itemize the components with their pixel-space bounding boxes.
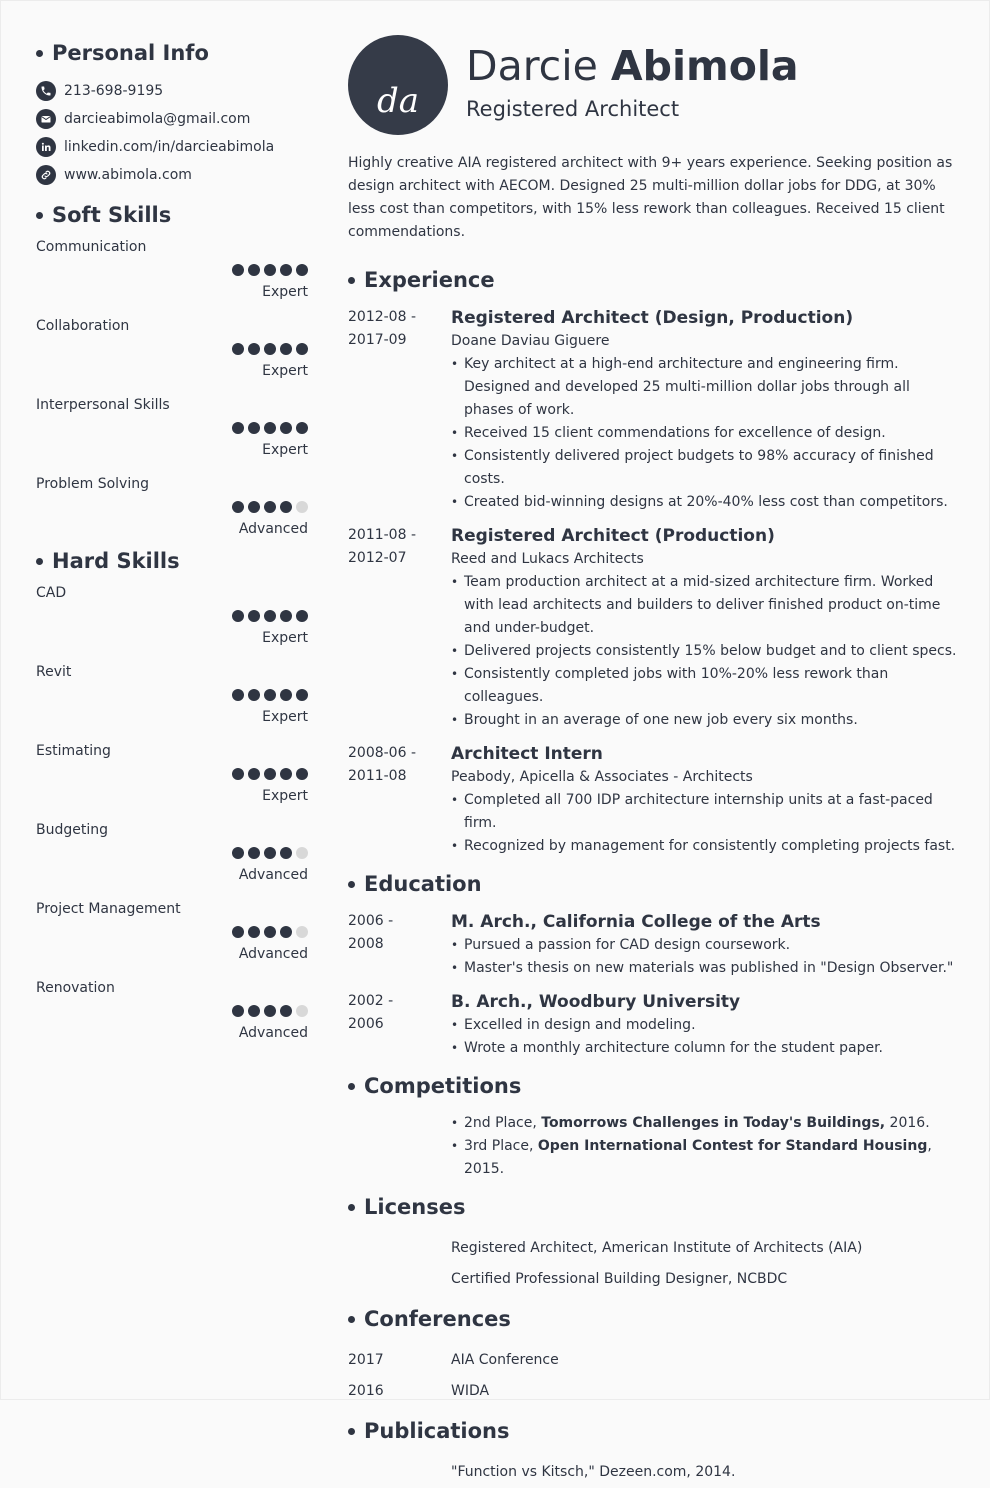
rating-dot <box>248 1005 260 1017</box>
rating-dot <box>280 422 292 434</box>
conference-name: WIDA <box>451 1383 490 1399</box>
rating-dot <box>264 610 276 622</box>
competition-name: Tomorrows Challenges in Today's Buildings, <box>541 1115 886 1131</box>
education-section <box>348 870 958 1060</box>
bullet-dot <box>36 212 43 219</box>
licenses-section <box>348 1193 958 1295</box>
contact-linkedin <box>36 133 308 161</box>
conference-row <box>348 1376 958 1407</box>
bullet-dot <box>348 1316 355 1323</box>
hard-skills-heading <box>36 547 308 575</box>
rating-dot <box>296 610 308 622</box>
entry-body <box>451 524 958 732</box>
skill-item <box>36 229 308 308</box>
entry-title: M. Arch., California College of the Arts <box>451 912 821 932</box>
rating-dot <box>280 847 292 859</box>
contact-phone <box>36 77 308 105</box>
linkedin-link[interactable]: linkedin.com/in/darcieabimola <box>64 139 275 155</box>
skill-item <box>36 654 308 733</box>
last-name: Abimola <box>610 42 799 90</box>
contact-website <box>36 161 308 189</box>
publications-heading <box>348 1417 958 1445</box>
publication-row <box>348 1457 958 1488</box>
skill-item <box>36 466 308 545</box>
competition-name: Open International Contest for Standard Housing <box>537 1138 928 1154</box>
date-start: 2002 - <box>348 993 394 1009</box>
conference-row <box>348 1345 958 1376</box>
soft-skills-list <box>36 229 308 545</box>
skill-name: Project Management <box>36 901 181 917</box>
bullet-item: • Pursued a passion for CAD design coursework. <box>451 934 958 957</box>
date-range <box>348 524 451 732</box>
bullet-list <box>451 1014 958 1060</box>
right-column <box>348 35 958 1488</box>
bullet-item: • Brought in an average of one new job every six months. <box>451 709 958 732</box>
license-name: Certified Professional Building Designer, NCBDC <box>451 1271 788 1287</box>
rating-dot <box>232 422 244 434</box>
rating-dot <box>280 1005 292 1017</box>
skill-name: Problem Solving <box>36 476 149 492</box>
entry-body <box>451 990 958 1060</box>
entry-body <box>451 910 958 980</box>
bullet-dot <box>36 558 43 565</box>
bullet-list <box>451 789 958 858</box>
skill-rating <box>232 926 308 938</box>
skill-level: Expert <box>262 442 308 458</box>
skill-rating <box>232 264 308 276</box>
empty-date <box>348 1264 451 1295</box>
rating-dot <box>248 264 260 276</box>
rating-dot <box>248 610 260 622</box>
rating-dot <box>296 926 308 938</box>
bullet-item: • Excelled in design and modeling. <box>451 1014 958 1037</box>
rating-dot <box>248 422 260 434</box>
rating-dot <box>232 1005 244 1017</box>
competition-year: , 2015. <box>464 1138 932 1177</box>
licenses-heading <box>348 1193 958 1221</box>
bullet-item: • Completed all 700 IDP architecture internship units at a fast-paced firm. <box>451 789 958 835</box>
rating-dot <box>232 768 244 780</box>
rating-dot <box>232 343 244 355</box>
link-icon <box>36 165 56 185</box>
date-range <box>348 306 451 514</box>
skill-name: CAD <box>36 585 67 601</box>
skill-level: Expert <box>262 284 308 300</box>
date-start: 2011-08 - <box>348 527 416 543</box>
skill-rating <box>232 847 308 859</box>
rating-dot <box>264 1005 276 1017</box>
rating-dot <box>232 926 244 938</box>
skill-rating <box>232 501 308 513</box>
education-entry <box>348 910 958 980</box>
rating-dot <box>232 610 244 622</box>
rating-dot <box>248 501 260 513</box>
date-end: 2008 <box>348 936 384 952</box>
skill-item <box>36 970 308 1049</box>
experience-heading <box>348 266 958 294</box>
entry-title: Registered Architect (Design, Production) <box>451 308 854 328</box>
publications-list <box>348 1457 958 1488</box>
rating-dot <box>280 610 292 622</box>
date-range <box>348 990 451 1060</box>
experience-section <box>348 266 958 858</box>
skill-name: Collaboration <box>36 318 130 334</box>
skill-level: Expert <box>262 630 308 646</box>
publication-text: "Function vs Kitsch," Dezeen.com, 2014. <box>451 1464 736 1480</box>
skill-level: Expert <box>262 363 308 379</box>
date-range <box>348 742 451 858</box>
entry-body <box>451 306 958 514</box>
rating-dot <box>280 501 292 513</box>
license-row <box>348 1264 958 1295</box>
skill-rating <box>232 768 308 780</box>
entry-organization: Reed and Lukacs Architects <box>451 551 644 567</box>
skill-item <box>36 575 308 654</box>
hard-skills-section <box>36 547 308 1049</box>
skill-level: Advanced <box>238 521 308 537</box>
entry-organization: Doane Daviau Giguere <box>451 333 610 349</box>
rating-dot <box>232 689 244 701</box>
education-heading <box>348 870 958 898</box>
competition-place: 2nd Place, <box>464 1115 542 1131</box>
skill-level: Expert <box>262 788 308 804</box>
section-title: Publications <box>364 1419 510 1443</box>
skill-rating <box>232 610 308 622</box>
date-end: 2012-07 <box>348 550 407 566</box>
section-title: Personal Info <box>52 41 209 65</box>
publications-section <box>348 1417 958 1488</box>
rating-dot <box>280 343 292 355</box>
section-title: Licenses <box>364 1195 466 1219</box>
entry-title: Architect Intern <box>451 744 603 764</box>
skill-item <box>36 387 308 466</box>
skill-item <box>36 308 308 387</box>
candidate-name <box>466 41 799 91</box>
competitions-section <box>348 1072 958 1181</box>
conference-year: 2016 <box>348 1383 384 1399</box>
skill-level: Advanced <box>238 867 308 883</box>
competition-place: 3rd Place, <box>464 1138 538 1154</box>
left-column <box>36 39 308 1049</box>
license-row <box>348 1233 958 1264</box>
rating-dot <box>232 501 244 513</box>
competitions-heading <box>348 1072 958 1100</box>
phone-icon <box>36 81 56 101</box>
conferences-heading <box>348 1305 958 1333</box>
competition-year: 2016. <box>885 1115 930 1131</box>
empty-date <box>348 1233 451 1264</box>
date-end: 2017-09 <box>348 332 407 348</box>
rating-dot <box>296 343 308 355</box>
rating-dot <box>248 847 260 859</box>
website-link[interactable]: www.abimola.com <box>64 167 192 183</box>
rating-dot <box>296 422 308 434</box>
skill-item <box>36 812 308 891</box>
bullet-list <box>451 353 958 514</box>
rating-dot <box>248 768 260 780</box>
rating-dot <box>248 343 260 355</box>
contact-email <box>36 105 308 133</box>
education-list <box>348 910 958 1060</box>
skill-name: Interpersonal Skills <box>36 397 170 413</box>
bullet-item: • Consistently delivered project budgets to 98% accuracy of finished costs. <box>451 445 958 491</box>
job-title: Registered Architect <box>466 97 680 121</box>
competition-item <box>451 1135 958 1181</box>
rating-dot <box>280 768 292 780</box>
section-title: Experience <box>364 268 495 292</box>
bullet-item: • Received 15 client commendations for excellence of design. <box>451 422 958 445</box>
soft-skills-heading <box>36 201 308 229</box>
bullet-item: • Team production architect at a mid-sized architecture firm. Worked with lead architects and builders to deliver finished product on-time and under-budget. <box>451 571 958 640</box>
date-end: 2006 <box>348 1016 384 1032</box>
conference-year: 2017 <box>348 1352 384 1368</box>
envelope-icon <box>36 109 56 129</box>
bullet-item: • Master's thesis on new materials was published in "Design Observer." <box>451 957 958 980</box>
bullet-item: • Consistently completed jobs with 10%-20% less rework than colleagues. <box>451 663 958 709</box>
bullet-item: • Key architect at a high-end architecture and engineering firm. Designed and developed 25 multi-million dollar jobs through all phases of work. <box>451 353 958 422</box>
skill-rating <box>232 1005 308 1017</box>
bullet-item: • Recognized by management for consistently completing projects fast. <box>451 835 958 858</box>
contact-list <box>36 77 308 189</box>
rating-dot <box>264 847 276 859</box>
bullet-dot <box>348 1083 355 1090</box>
entry-title: B. Arch., Woodbury University <box>451 992 741 1012</box>
entry-organization: Peabody, Apicella & Associates - Architects <box>451 769 753 785</box>
bullet-dot <box>348 1428 355 1435</box>
empty-date <box>348 1112 451 1181</box>
section-title: Soft Skills <box>52 203 172 227</box>
rating-dot <box>264 422 276 434</box>
experience-entry <box>348 306 958 514</box>
section-title: Education <box>364 872 482 896</box>
competitions-entry <box>348 1112 958 1181</box>
experience-list <box>348 306 958 858</box>
competitions-list <box>451 1112 958 1181</box>
conferences-list <box>348 1345 958 1407</box>
date-range <box>348 910 451 980</box>
rating-dot <box>296 847 308 859</box>
rating-dot <box>232 264 244 276</box>
bullet-list <box>451 571 958 732</box>
date-start: 2012-08 - <box>348 309 416 325</box>
conferences-section <box>348 1305 958 1407</box>
rating-dot <box>280 689 292 701</box>
personal-info-heading <box>36 39 308 67</box>
entry-title: Registered Architect (Production) <box>451 526 775 546</box>
bullet-dot <box>36 50 43 57</box>
first-name: Darcie <box>466 42 598 90</box>
empty-date <box>348 1457 451 1488</box>
skill-rating <box>232 343 308 355</box>
skill-name: Communication <box>36 239 147 255</box>
license-name: Registered Architect, American Institute of Architects (AIA) <box>451 1240 863 1256</box>
rating-dot <box>264 689 276 701</box>
rating-dot <box>296 1005 308 1017</box>
rating-dot <box>248 926 260 938</box>
rating-dot <box>296 689 308 701</box>
skill-name: Renovation <box>36 980 115 996</box>
education-entry <box>348 990 958 1060</box>
rating-dot <box>264 768 276 780</box>
initials-avatar: da <box>348 35 448 135</box>
licenses-list <box>348 1233 958 1295</box>
section-title: Competitions <box>364 1074 522 1098</box>
rating-dot <box>296 264 308 276</box>
email-link[interactable]: darcieabimola@gmail.com <box>64 111 251 127</box>
skill-rating <box>232 689 308 701</box>
summary-paragraph: Highly creative AIA registered architect with 9+ years experience. Seeking position as design architect with AECOM. Designed 25 multi-million dollar jobs for DDG, at 30% less cost than competitors, with 15% less rework than colleagues. Received 15 client commendations. <box>348 155 953 240</box>
conference-name: AIA Conference <box>451 1352 559 1368</box>
rating-dot <box>280 926 292 938</box>
date-start: 2008-06 - <box>348 745 416 761</box>
experience-entry <box>348 524 958 732</box>
rating-dot <box>264 501 276 513</box>
bullet-item: • Wrote a monthly architecture column for the student paper. <box>451 1037 958 1060</box>
bullet-item: • Delivered projects consistently 15% below budget and to client specs. <box>451 640 958 663</box>
rating-dot <box>280 264 292 276</box>
competition-item <box>451 1112 958 1135</box>
skill-name: Estimating <box>36 743 111 759</box>
date-end: 2011-08 <box>348 768 407 784</box>
rating-dot <box>296 501 308 513</box>
skill-level: Advanced <box>238 1025 308 1041</box>
rating-dot <box>264 343 276 355</box>
skill-level: Expert <box>262 709 308 725</box>
skill-rating <box>232 422 308 434</box>
rating-dot <box>264 264 276 276</box>
rating-dot <box>296 768 308 780</box>
entry-body <box>451 742 958 858</box>
bullet-dot <box>348 881 355 888</box>
bullet-list <box>451 934 958 980</box>
skill-level: Advanced <box>238 946 308 962</box>
phone-text[interactable]: 213-698-9195 <box>64 83 164 99</box>
section-title: Hard Skills <box>52 549 180 573</box>
hard-skills-list <box>36 575 308 1049</box>
rating-dot <box>232 847 244 859</box>
experience-entry <box>348 742 958 858</box>
section-title: Conferences <box>364 1307 511 1331</box>
rating-dot <box>248 689 260 701</box>
soft-skills-section <box>36 201 308 545</box>
resume-header <box>348 35 958 140</box>
skill-name: Budgeting <box>36 822 109 838</box>
skill-item <box>36 891 308 970</box>
bullet-dot <box>348 1204 355 1211</box>
rating-dot <box>264 926 276 938</box>
bullet-dot <box>348 277 355 284</box>
bullet-item: • Created bid-winning designs at 20%-40% less cost than competitors. <box>451 491 958 514</box>
date-start: 2006 - <box>348 913 394 929</box>
skill-name: Revit <box>36 664 72 680</box>
skill-item <box>36 733 308 812</box>
linkedin-icon <box>36 137 56 157</box>
